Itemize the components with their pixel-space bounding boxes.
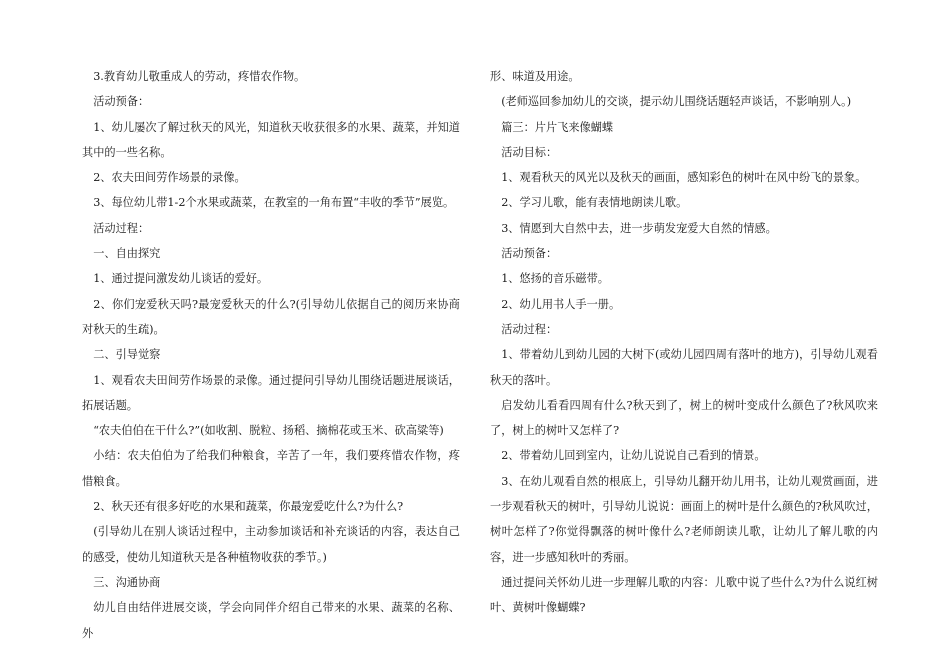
paragraph: 形、味道及用途。 xyxy=(490,70,580,83)
paragraph: 1、观看农夫田间劳作场景的录像。通过提问引导幼儿围绕话题进展谈话，拓展话题。 xyxy=(82,373,460,412)
paragraph: (引导幼儿在别人谈话过程中，主动参加谈话和补充谈话的内容，表达自己的感受，使幼儿知道秋天是各种植物收获的季节。) xyxy=(82,525,460,564)
paragraph: 幼儿自由结伴进展交谈，学会向同伴介绍自己带来的水果、蔬菜的名称、外 xyxy=(82,601,460,640)
paragraph: 小结：农夫伯伯为了给我们种粮食，辛苦了一年，我们要疼惜农作物，疼惜粮食。 xyxy=(82,449,460,488)
paragraph: (老师巡回参加幼儿的交谈，提示幼儿围绕话题轻声谈话，不影响别人。) xyxy=(501,95,852,109)
paragraph: 1、悠扬的音乐磁带。 xyxy=(501,272,609,286)
paragraph: 活动预备： xyxy=(93,95,150,109)
section-heading: 一、自由探究 xyxy=(93,247,161,261)
paragraph: 活动预备： xyxy=(501,247,558,261)
paragraph: 3、情愿到大自然中去，进一步萌发宠爱大自然的情感。 xyxy=(501,221,777,235)
paragraph: 2、农夫田间劳作场景的录像。 xyxy=(93,171,246,185)
paragraph: 2、你们宠爱秋天吗?最宠爱秋天的什么?(引导幼儿依据自己的阅历来协商 对秋天的生疏)。 xyxy=(82,297,472,336)
paragraph: 3、在幼儿观看自然的根底上，引导幼儿翻开幼儿用书，让幼儿观赏画面，进一步观看秋天的树叶，引导幼儿说说：画面上的树叶是什么颜色的?秋风吹过，树叶怎样了?你觉得飘落的树叶像什么?老师朗读儿歌，让幼儿了解儿歌的内容，进一步感知秋叶的秀丽。 xyxy=(490,474,878,564)
article-title: 篇三：片片飞来像蝴蝶 xyxy=(501,120,614,134)
paragraph: 2、秋天还有很多好吃的水果和蔬菜，你最宠爱吃什么?为什么? xyxy=(93,500,404,514)
section-heading: 三、沟通协商 xyxy=(93,575,161,589)
left-column xyxy=(82,64,472,646)
paragraph: 3.教育幼儿敬重成人的劳动，疼惜农作物。 xyxy=(93,70,306,83)
paragraph: 2、幼儿用书人手一册。 xyxy=(501,297,621,311)
paragraph: 1、带着幼儿到幼儿园的大树下(或幼儿园四周有落叶的地方)，引导幼儿观看秋天的落叶。 xyxy=(490,348,878,387)
paragraph: 3、每位幼儿带1-2个水果或蔬菜，在教室的一角布置“丰收的季节”展览。 xyxy=(93,196,455,210)
paragraph: 1、幼儿屡次了解过秋天的风光，知道秋天收获很多的水果、蔬菜，并知道其中的一些名称。 xyxy=(82,120,460,159)
paragraph: 通过提问关怀幼儿进一步理解儿歌的内容：儿歌中说了些什么?为什么说红树叶、黄树叶像蝴蝶? xyxy=(490,575,878,615)
section-heading: 二、引导觉察 xyxy=(93,348,161,362)
paragraph: “农夫伯伯在干什么?”(如收割、脱粒、扬稻、摘棉花或玉米、砍高粱等) xyxy=(93,424,444,438)
paragraph: 启发幼儿看看四周有什么?秋天到了，树上的树叶变成什么颜色了?秋风吹来了，树上的树叶又怎样了? xyxy=(490,398,878,438)
paragraph: 活动目标： xyxy=(501,145,558,159)
paragraph: 1、通过提问激发幼儿谈话的爱好。 xyxy=(93,272,269,286)
paragraph: 1、观看秋天的风光以及秋天的画面，感知彩色的树叶在风中纷飞的景象。 xyxy=(501,171,867,185)
right-column xyxy=(490,64,878,621)
paragraph: 2、学习儿歌，能有表情地朗读儿歌。 xyxy=(501,196,688,210)
paragraph: 活动过程： xyxy=(93,221,150,235)
paragraph: 2、带着幼儿回到室内，让幼儿说说自己看到的情景。 xyxy=(501,449,766,463)
paragraph: 活动过程： xyxy=(501,322,558,336)
